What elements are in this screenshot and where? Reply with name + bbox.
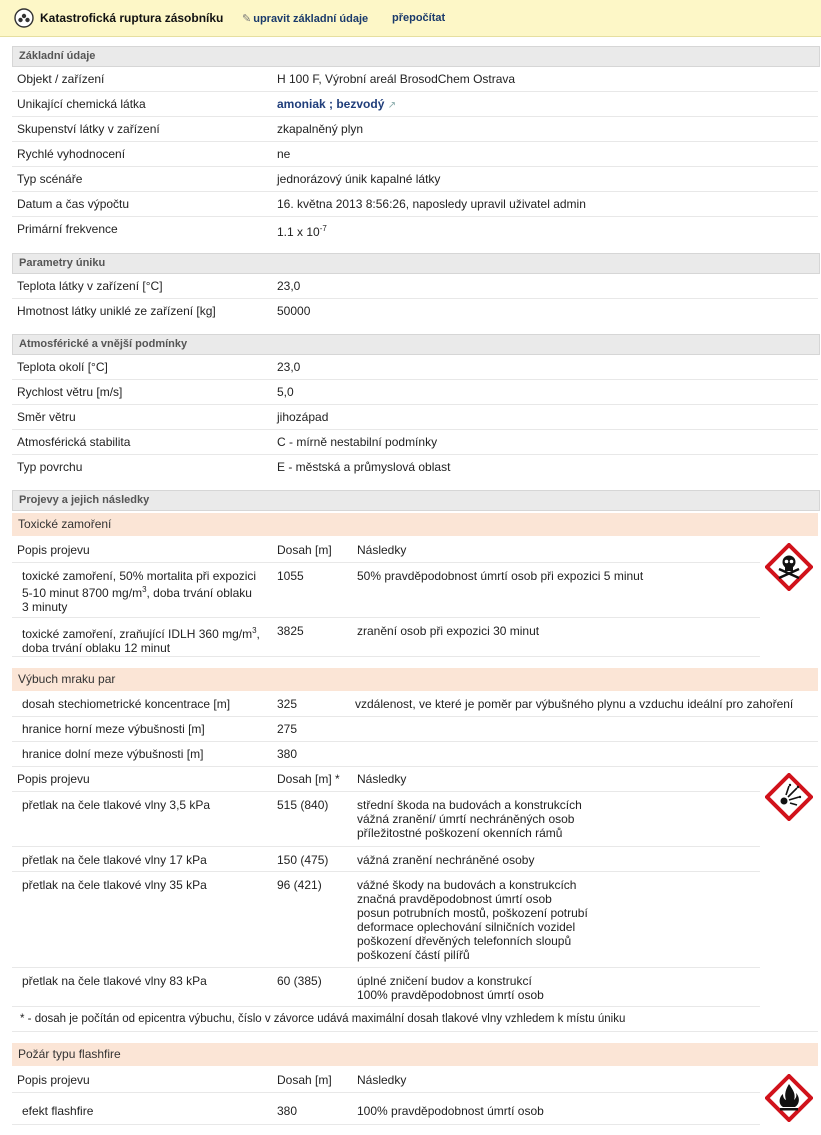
row-value: 5,0	[277, 385, 294, 399]
row-label: Rychlé vyhodnocení	[17, 147, 126, 161]
atmo-row	[12, 405, 818, 430]
cons-line: poškození částí pilířů	[357, 948, 470, 962]
desc-sup: 3	[252, 626, 257, 635]
edit-basic-data-link[interactable]	[242, 12, 368, 25]
atmo-row	[12, 355, 818, 380]
toxic-table-header	[12, 538, 760, 563]
effect-description: přetlak na čele tlakové vlny 83 kPa	[22, 974, 207, 988]
table-row	[12, 618, 760, 657]
effect-range: 515 (840)	[277, 798, 329, 812]
cons-line: příležitostné poškození okenních rámů	[357, 826, 563, 840]
desc-part: ,	[256, 627, 260, 641]
external-link-icon: ↗	[387, 100, 397, 111]
basic-row	[12, 142, 818, 167]
row-label: Objekt / zařízení	[17, 72, 105, 86]
row-label: Teplota okolí [°C]	[17, 360, 108, 374]
logo-icon	[14, 8, 34, 28]
effect-range: 150 (475)	[277, 853, 329, 867]
substance-link[interactable]	[277, 92, 396, 118]
effect-consequences: 50% pravděpodobnost úmrtí osob při expozici 5 minut	[357, 569, 644, 583]
frequency-base: 1.1 x 10	[277, 225, 320, 239]
row-value: H 100 F, Výrobní areál BrosodChem Ostrava	[277, 72, 516, 86]
basic-row	[12, 92, 818, 117]
row-label: Primární frekvence	[17, 222, 118, 236]
col-range: Dosah [m] *	[277, 772, 340, 786]
col-consequences: Následky	[357, 772, 407, 786]
basic-row	[12, 167, 818, 192]
edit-label: upravit základní údaje	[253, 13, 369, 25]
cons-line: poškození dřevěných telefonních sloupů	[357, 934, 572, 948]
ghs-flame-icon	[765, 1074, 813, 1122]
ghs-skull-icon	[765, 543, 813, 591]
col-range: Dosah [m]	[277, 1073, 332, 1087]
col-consequences: Následky	[357, 1073, 407, 1087]
row-label: Typ scénáře	[17, 172, 83, 186]
release-row	[12, 274, 818, 299]
cons-line: úplné zničení budov a konstrukcí	[357, 974, 532, 988]
basic-row	[12, 217, 818, 241]
frequency-exponent: -7	[319, 224, 327, 233]
atmo-row	[12, 430, 818, 455]
row-label: Datum a čas výpočtu	[17, 197, 130, 211]
kv-value: 275	[277, 722, 298, 736]
ghs-explosive-icon	[765, 773, 813, 821]
effect-consequences: vážná zranění nechráněné osoby	[357, 853, 535, 867]
desc-sup: 3	[142, 585, 147, 594]
table-row	[12, 1098, 760, 1125]
atmo-row	[12, 455, 818, 479]
cons-line: značná pravděpodobnost úmrtí osob	[357, 892, 552, 906]
kv-value: 325	[277, 697, 298, 711]
toxic-subsection-title: Toxické zamoření	[12, 513, 818, 536]
row-label: Skupenství látky v zařízení	[17, 122, 160, 136]
kv-label: dosah stechiometrické koncentrace [m]	[22, 697, 231, 711]
row-value: zkapalněný plyn	[277, 122, 364, 136]
row-value: ne	[277, 147, 291, 161]
row-label: Hmotnost látky uniklé ze zařízení [kg]	[17, 304, 216, 318]
vce-footnote: * - dosah je počítán od epicentra výbuchu, číslo v závorce udává maximální dosah tlakové vlny vzhledem k místu úniku	[12, 1007, 818, 1032]
row-value: jihozápad	[277, 410, 329, 424]
table-row	[12, 968, 760, 1007]
page-header	[0, 0, 821, 37]
flash-subsection-title: Požár typu flashfire	[12, 1043, 818, 1066]
effect-description: efekt flashfire	[22, 1104, 94, 1118]
desc-part: toxické zamoření, zraňující IDLH 360 mg/m	[22, 627, 253, 641]
vce-kv-row	[12, 692, 818, 717]
section-effects-title: Projevy a jejich následky	[12, 490, 820, 511]
effect-consequences: zranění osob při expozici 30 minut	[357, 624, 540, 638]
cons-line: posun potrubních mostů, poškození potrubí	[357, 906, 588, 920]
effect-consequences	[357, 878, 588, 962]
cons-line: vážná zranění/ úmrtí nechráněných osob	[357, 812, 575, 826]
row-label: Unikající chemická látka	[17, 97, 146, 111]
row-value: 16. května 2013 8:56:26, naposledy upravil uživatel admin	[277, 197, 586, 211]
effect-range: 3825	[277, 624, 304, 638]
row-value	[277, 217, 327, 244]
kv-label: hranice horní meze výbušnosti [m]	[22, 722, 205, 736]
effect-description	[22, 569, 272, 614]
row-value: jednorázový únik kapalné látky	[277, 172, 441, 186]
vce-table-header	[12, 767, 760, 792]
row-value: 23,0	[277, 279, 301, 293]
col-range: Dosah [m]	[277, 543, 332, 557]
table-row	[12, 847, 760, 872]
row-label: Atmosférická stabilita	[17, 435, 131, 449]
cons-line: deformace oplechování silničních vozidel	[357, 920, 576, 934]
substance-link-label: amoniak ; bezvodý	[277, 97, 385, 111]
cons-line: střední škoda na budovách a konstrukcích	[357, 798, 582, 812]
row-label: Teplota látky v zařízení [°C]	[17, 279, 163, 293]
effect-description: přetlak na čele tlakové vlny 3,5 kPa	[22, 798, 211, 812]
row-value: E - městská a průmyslová oblast	[277, 460, 451, 474]
effect-consequences: 100% pravděpodobnost úmrtí osob	[357, 1104, 544, 1118]
desc-part: 3 minuty	[22, 600, 68, 614]
desc-part: toxické zamoření, 50% mortalita při expozici	[22, 569, 257, 583]
effect-consequences	[357, 974, 544, 1002]
desc-part: , doba trvání oblaku	[146, 586, 252, 600]
table-row	[12, 872, 760, 968]
recalculate-link[interactable]: přepočítat	[392, 12, 446, 24]
kv-label: hranice dolní meze výbušnosti [m]	[22, 747, 204, 761]
vce-subsection-title: Výbuch mraku par	[12, 668, 818, 691]
basic-row	[12, 192, 818, 217]
col-desc: Popis projevu	[17, 1073, 90, 1087]
table-row	[12, 792, 760, 847]
row-label: Typ povrchu	[17, 460, 83, 474]
col-desc: Popis projevu	[17, 543, 90, 557]
effect-description: přetlak na čele tlakové vlny 17 kPa	[22, 853, 207, 867]
row-value: C - mírně nestabilní podmínky	[277, 435, 438, 449]
section-atmo-title: Atmosférické a vnější podmínky	[12, 334, 820, 355]
pencil-icon: ✎	[242, 13, 252, 25]
section-basic-title: Základní údaje	[12, 46, 820, 67]
effect-range: 380	[277, 1104, 298, 1118]
row-label: Rychlost větru [m/s]	[17, 385, 123, 399]
effect-description: přetlak na čele tlakové vlny 35 kPa	[22, 878, 207, 892]
row-value: 23,0	[277, 360, 301, 374]
effect-consequences	[357, 798, 582, 840]
atmo-row	[12, 380, 818, 405]
flash-table-header	[12, 1068, 760, 1093]
col-consequences: Následky	[357, 543, 407, 557]
basic-row	[12, 67, 818, 92]
kv-note: vzdálenost, ve které je poměr par výbušného plynu a vzduchu ideální pro zahoření	[355, 697, 794, 711]
table-row	[12, 563, 760, 618]
vce-kv-row	[12, 742, 818, 767]
section-release-title: Parametry úniku	[12, 253, 820, 274]
release-row	[12, 299, 818, 323]
col-desc: Popis projevu	[17, 772, 90, 786]
cons-line: 100% pravděpodobnost úmrtí osob	[357, 988, 544, 1002]
effect-description	[22, 624, 284, 655]
row-label: Směr větru	[17, 410, 76, 424]
desc-part: doba trvání oblaku 12 minut	[22, 641, 171, 655]
page-title: Katastrofická ruptura zásobníku	[40, 11, 224, 25]
desc-part: 5-10 minut 8700 mg/m	[22, 586, 143, 600]
vce-kv-row	[12, 717, 818, 742]
effect-range: 1055	[277, 569, 304, 583]
cons-line: vážné škody na budovách a konstrukcích	[357, 878, 577, 892]
kv-value: 380	[277, 747, 298, 761]
effect-range: 96 (421)	[277, 878, 322, 892]
basic-row	[12, 117, 818, 142]
row-value: 50000	[277, 304, 311, 318]
effect-range: 60 (385)	[277, 974, 322, 988]
